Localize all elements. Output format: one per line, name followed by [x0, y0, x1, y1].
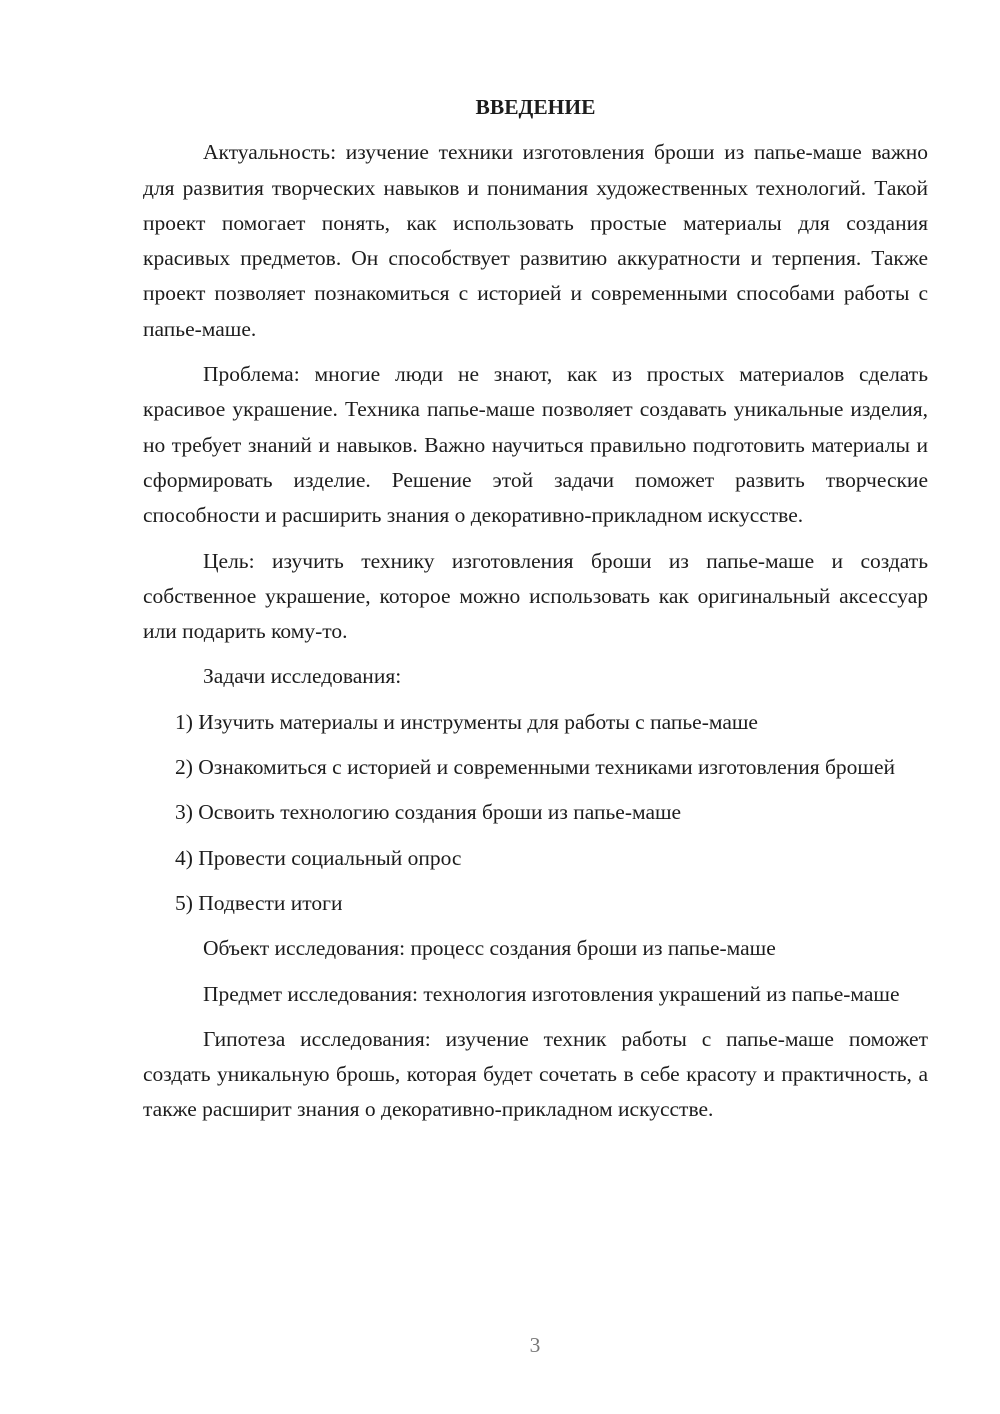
- paragraph-goal: Цель: изучить технику изготовления броши из папье-маше и создать собственное украшение, которое можно использовать как оригинальный аксессуар или подарить кому-то.: [143, 548, 928, 644]
- page-number: 3: [529, 1333, 541, 1357]
- paragraph-relevance: Актуальность: изучение техники изготовления броши из папье-маше важно для развития творческих навыков и понимания художественных технологий. Такой проект помогает понять, как использовать простые материалы для создания красивых предметов. Он способствует развитию аккуратности и терпения. Также проект позволяет познакомиться с историей и современными способами работы с папье-маше.: [143, 140, 928, 341]
- paragraph-subject: Предмет исследования: технология изготовления украшений из папье-маше: [203, 981, 900, 1006]
- task-item-1: 1) Изучить материалы и инструменты для работы с папье-маше: [175, 709, 758, 734]
- page-title: ВВЕДЕНИЕ: [475, 95, 596, 119]
- task-item-4: 4) Провести социальный опрос: [175, 845, 462, 870]
- paragraph-tasks-heading: Задачи исследования:: [203, 664, 402, 689]
- task-item-5: 5) Подвести итоги: [175, 890, 343, 915]
- paragraph-problem: Проблема: многие люди не знают, как из простых материалов сделать красивое украшение. Техника папье-маше позволяет создавать уникальные изделия, но требует знаний и навыков. Важно научиться правильно подготовить материалы и сформировать изделие. Решение этой задачи поможет развить творческие способности и расширить знания о декоративно-прикладном искусстве.: [143, 362, 928, 528]
- paragraph-hypothesis: Гипотеза исследования: изучение техник работы с папье-маше поможет создать уникальную брошь, которая будет сочетать в себе красоту и практичность, а также расширит знания о декоративно-прикладном искусстве.: [143, 1026, 928, 1122]
- task-item-3: 3) Освоить технологию создания броши из папье-маше: [175, 800, 682, 825]
- task-item-2: 2) Ознакомиться с историей и современными техниками изготовления брошей: [175, 755, 896, 780]
- document-page: [143, 90, 928, 1138]
- paragraph-object: Объект исследования: процесс создания броши из папье-маше: [203, 936, 776, 961]
